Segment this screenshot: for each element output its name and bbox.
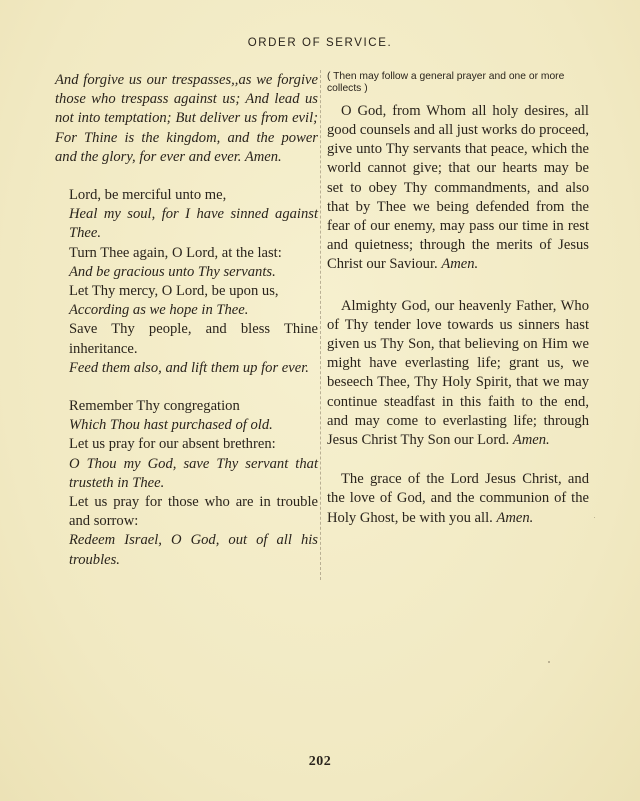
versicle: Turn Thee again, O Lord, at the last: [69,244,282,261]
versicle: Let Thy mercy, O Lord, be upon us, [69,283,279,300]
response: Feed them also, and lift them up for ever. [69,359,309,376]
paper-speck [594,517,595,518]
column-divider [320,70,321,580]
response: O Thou my God, save Thy servant that trusteth in Thee. [69,455,318,491]
collect-holy-spirit-text: Almighty God, our heavenly Father, Who of Thy tender love towards us sinners hast given us Thy Son, that believing on Him we might have everlasting life; grant us, we beseech Thee, Thy Holy Spirit, that we may continue steadfast in this faith to the end, and may come to everlasting life; through Jesus Christ Thy Son our Lord. [327,297,589,449]
response: Heal my soul, for I have sinned against Thee. [69,206,318,242]
running-title: ORDER OF SERVICE. [247,37,393,49]
amen: Amen. [496,509,534,526]
versicles-group-1 [55,186,318,378]
versicle: Let us pray for our absent brethren: [69,436,276,453]
versicle: Lord, be merciful unto me, [69,187,227,204]
response: Which Thou hast purchased of old. [69,417,273,434]
response: Redeem Israel, O God, out of all his troubles. [69,532,318,568]
amen: Amen. [441,256,479,273]
collect-peace-text: O God, from Whom all holy desires, all good counsels and all just works do proceed, give unto Thy servants that peace, which the world cannot give; that our hearts may be set to obey Thy commandments, and also that by Thee we being defended from the fear of our enemy, may pass our time in rest and quietness; through the merits of Jesus Christ our Saviour. [327,102,589,273]
the-grace [327,470,589,528]
versicle: Let us pray for those who are in trouble and sorrow: [69,494,318,530]
collect-holy-spirit [327,297,589,451]
versicles-group-2 [55,397,318,570]
paper-speck [548,661,550,663]
left-column [55,71,318,570]
versicle: Save Thy people, and bless Thine inheritance. [69,321,318,357]
lords-prayer-ending: And forgive us our trespasses,,as we forgive those who trespass against us; And lead us not into temptation; But deliver us from evil; For Thine is the kingdom, and the power and the glory, for ever and ever. Amen. [55,72,318,165]
rubric-note: ( Then may follow a general prayer and one or more collects ) [327,71,565,95]
amen: Amen. [512,432,550,449]
the-grace-text: The grace of the Lord Jesus Christ, and the love of God, and the communion of the Holy Ghost, be with you all. [327,471,589,526]
page-number: 202 [308,754,332,769]
collect-peace [327,102,589,275]
right-column [327,71,589,528]
versicle: Remember Thy congregation [69,398,240,415]
response: And be gracious unto Thy servants. [69,263,276,280]
response: According as we hope in Thee. [69,302,249,319]
